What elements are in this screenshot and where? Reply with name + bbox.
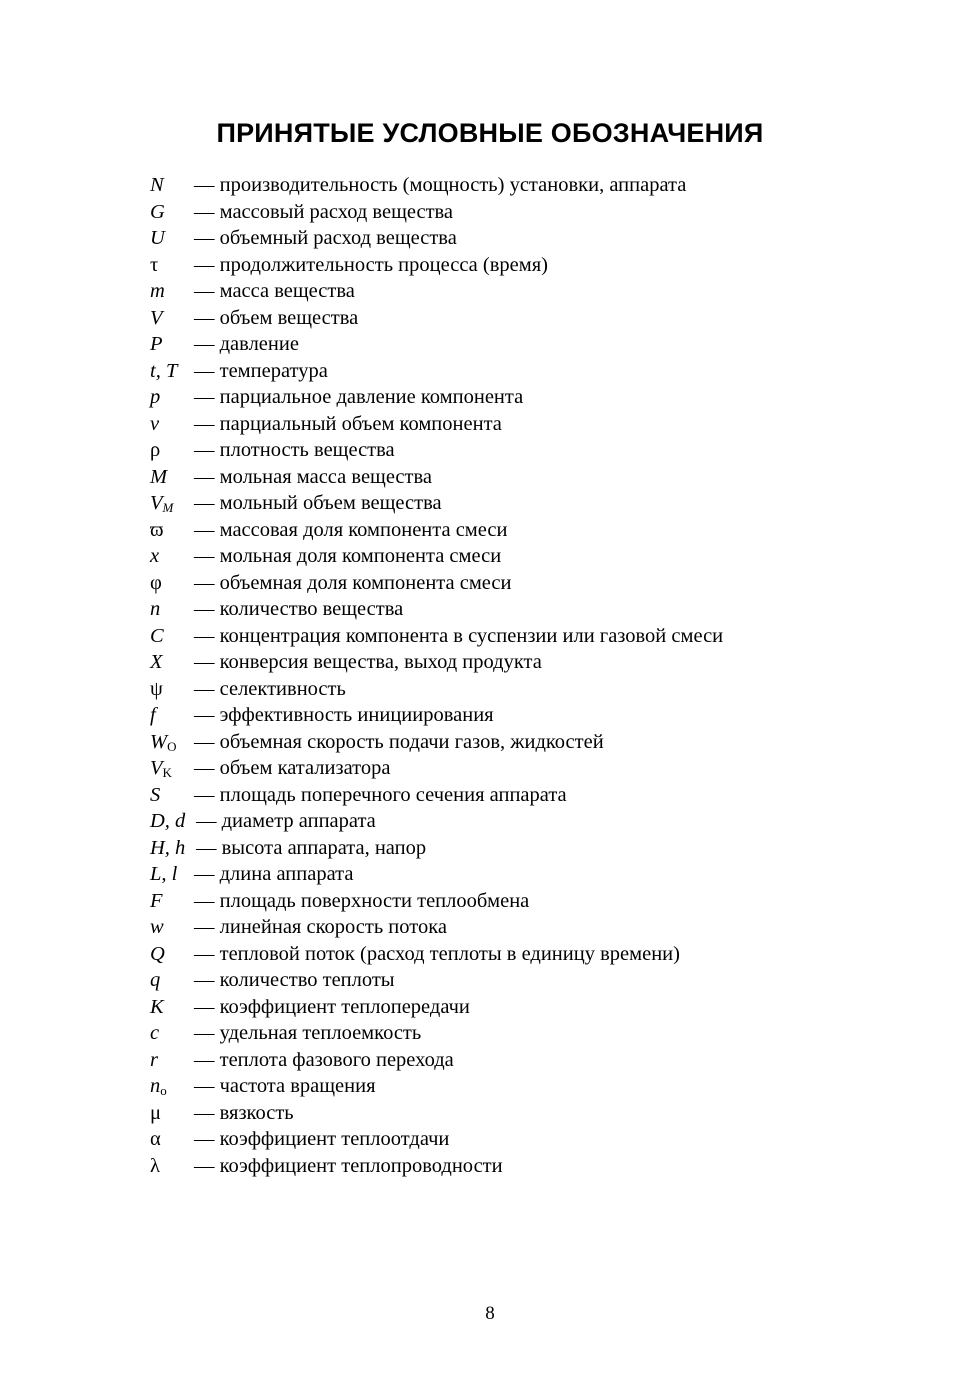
notation-symbol (150, 676, 163, 703)
notation-symbol (150, 1047, 158, 1074)
notation-description: — линейная скорость потока (194, 916, 447, 938)
symbol-base: μ (150, 1101, 161, 1124)
notation-symbol (150, 649, 163, 676)
symbol-base: q (150, 969, 161, 991)
notation-symbol (150, 278, 165, 305)
symbol-base: V (150, 757, 163, 779)
symbol-base: m (150, 280, 165, 302)
notation-symbol (150, 172, 164, 199)
notation-symbol (150, 570, 162, 597)
notation-symbol (150, 225, 165, 252)
notation-row (150, 941, 910, 968)
notation-symbol (150, 437, 160, 464)
notation-row (150, 331, 910, 358)
notation-symbol (150, 941, 165, 968)
notation-description: — диаметр аппарата (196, 810, 376, 832)
notation-row (150, 835, 910, 862)
symbol-base: λ (150, 1154, 160, 1177)
symbol-base: ϖ (150, 518, 164, 541)
notation-description: — длина аппарата (194, 863, 354, 885)
notation-symbol (150, 596, 160, 623)
symbol-base: V (150, 306, 163, 329)
notation-row (150, 543, 910, 570)
notation-symbol (150, 782, 160, 809)
notation-description: — масса вещества (194, 280, 355, 302)
symbol-base: W (150, 730, 168, 753)
page-title: ПРИНЯТЫЕ УСЛОВНЫЕ ОБОЗНАЧЕНИЯ (216, 118, 764, 148)
notation-symbol (150, 305, 163, 332)
symbol-base: M (150, 465, 168, 488)
symbol-base: Q (150, 942, 165, 965)
notation-symbol (150, 808, 185, 835)
notation-row (150, 676, 910, 703)
symbol-base: ψ (150, 677, 163, 700)
symbol-base: V (150, 492, 163, 514)
notation-row (150, 172, 910, 199)
notation-row (150, 278, 910, 305)
symbol-base: p (150, 386, 161, 408)
notation-description: — объем катализатора (194, 757, 391, 779)
notation-description: — высота аппарата, напор (196, 836, 427, 859)
notation-description: — площадь поверхности теплообмена (194, 889, 530, 912)
notation-description: — концентрация компонента в суспензии или газовой смеси (194, 624, 724, 647)
notation-row (150, 358, 910, 385)
notation-description: — парциальный объем компонента (194, 412, 502, 435)
notation-description: — массовый расход вещества (194, 200, 454, 223)
symbol-base: N (150, 174, 164, 196)
notation-row (150, 1153, 910, 1180)
symbol-base: G (150, 200, 165, 223)
symbol-base: X (150, 651, 163, 673)
symbol-base: F (150, 889, 163, 912)
symbol-base: c (150, 1022, 160, 1044)
symbol-base: S (150, 783, 161, 806)
notation-row (150, 464, 910, 491)
symbol-base: n (150, 1075, 161, 1097)
notation-description: — конверсия вещества, выход продукта (194, 651, 542, 673)
notation-row (150, 199, 910, 226)
notation-description: — вязкость (194, 1101, 294, 1124)
symbol-base: H, h (150, 836, 186, 859)
notation-row (150, 305, 910, 332)
notation-row (150, 384, 910, 411)
notation-symbol (150, 623, 164, 650)
notation-row (150, 517, 910, 544)
symbol-base: U (150, 227, 165, 249)
notation-list (150, 172, 910, 1179)
symbol-base: D, d (150, 810, 186, 832)
notation-row (150, 623, 910, 650)
notation-symbol (150, 1100, 161, 1127)
notation-row (150, 411, 910, 438)
notation-row (150, 1126, 910, 1153)
symbol-base: t, T (150, 359, 178, 382)
notation-symbol (150, 1153, 160, 1180)
symbol-subscript: o (160, 1083, 167, 1098)
notation-symbol (150, 994, 164, 1021)
symbol-base: φ (150, 571, 162, 594)
symbol-base: f (150, 704, 156, 726)
notation-symbol (150, 464, 167, 491)
notation-description: — производительность (мощность) установки, аппарата (194, 174, 687, 196)
notation-symbol (150, 384, 160, 411)
notation-row (150, 888, 910, 915)
notation-description: — теплота фазового перехода (194, 1048, 454, 1071)
notation-description: — частота вращения (194, 1075, 376, 1097)
notation-description: — температура (194, 359, 328, 382)
notation-description: — количество теплоты (194, 969, 395, 991)
symbol-base: C (150, 624, 164, 647)
notation-description: — тепловой поток (расход теплоты в единицу времени) (194, 942, 680, 965)
notation-description: — давление (194, 333, 299, 355)
notation-description: — плотность вещества (194, 439, 395, 461)
symbol-base: α (150, 1128, 161, 1150)
symbol-base: K (150, 995, 164, 1018)
notation-row (150, 649, 910, 676)
notation-row (150, 702, 910, 729)
notation-row (150, 808, 910, 835)
notation-row (150, 861, 910, 888)
notation-symbol (150, 888, 163, 915)
notation-symbol (150, 1073, 167, 1100)
notation-row (150, 914, 910, 941)
notation-symbol (150, 1126, 161, 1153)
notation-symbol (150, 543, 159, 570)
notation-row (150, 994, 910, 1021)
notation-description: — коэффициент теплопередачи (194, 995, 470, 1018)
notation-description: — мольная масса вещества (194, 465, 433, 488)
notation-row (150, 1100, 910, 1127)
symbol-base: x (150, 545, 160, 567)
notation-symbol (150, 914, 164, 941)
notation-symbol (150, 411, 159, 438)
notation-row (150, 967, 910, 994)
notation-row (150, 782, 910, 809)
notation-row (150, 252, 910, 279)
notation-row (150, 490, 910, 517)
notation-description: — удельная теплоемкость (194, 1022, 422, 1044)
notation-row (150, 729, 910, 756)
notation-symbol (150, 729, 176, 756)
symbol-subscript: O (167, 738, 177, 754)
symbol-subscript: K (162, 765, 172, 780)
notation-row (150, 596, 910, 623)
notation-description: — массовая доля компонента смеси (194, 518, 508, 541)
notation-description: — мольная доля компонента смеси (194, 545, 502, 567)
notation-row (150, 755, 910, 782)
notation-symbol (150, 199, 165, 226)
notation-symbol (150, 517, 164, 544)
notation-description: — продолжительность процесса (время) (194, 253, 548, 276)
notation-description: — объемный расход вещества (194, 227, 457, 249)
notation-description: — объемная скорость подачи газов, жидкостей (194, 730, 604, 753)
notation-row (150, 225, 910, 252)
notation-description: — объем вещества (194, 306, 359, 329)
notation-description: — селективность (194, 677, 346, 700)
notation-description: — коэффициент теплопроводности (194, 1154, 503, 1177)
notation-description: — коэффициент теплоотдачи (194, 1128, 450, 1150)
symbol-base: P (150, 333, 163, 355)
symbol-base: r (150, 1048, 158, 1071)
notation-row (150, 1073, 910, 1100)
symbol-base: τ (150, 253, 159, 276)
notation-symbol (150, 835, 185, 862)
notation-description: — эффективность инициирования (194, 704, 494, 726)
notation-symbol (150, 490, 173, 517)
notation-description: — мольный объем вещества (194, 492, 442, 514)
notation-description: — объемная доля компонента смеси (194, 571, 512, 594)
notation-symbol (150, 967, 160, 994)
notation-description: — площадь поперечного сечения аппарата (194, 783, 567, 806)
notation-symbol (150, 861, 177, 888)
notation-row (150, 570, 910, 597)
notation-symbol (150, 702, 156, 729)
notation-symbol (150, 755, 172, 782)
notation-symbol (150, 331, 163, 358)
notation-description: — парциальное давление компонента (194, 386, 524, 408)
notation-row (150, 437, 910, 464)
symbol-base: ρ (150, 439, 161, 461)
notation-symbol (150, 358, 177, 385)
notation-description: — количество вещества (194, 598, 404, 620)
page-number: 8 (485, 1303, 495, 1324)
symbol-base: n (150, 598, 161, 620)
notation-row (150, 1047, 910, 1074)
symbol-base: L, l (150, 863, 178, 885)
symbol-base: v (150, 412, 160, 435)
symbol-base: w (150, 916, 164, 938)
notation-symbol (150, 1020, 159, 1047)
notation-row (150, 1020, 910, 1047)
notation-symbol (150, 252, 158, 279)
symbol-subscript: M (162, 500, 174, 515)
